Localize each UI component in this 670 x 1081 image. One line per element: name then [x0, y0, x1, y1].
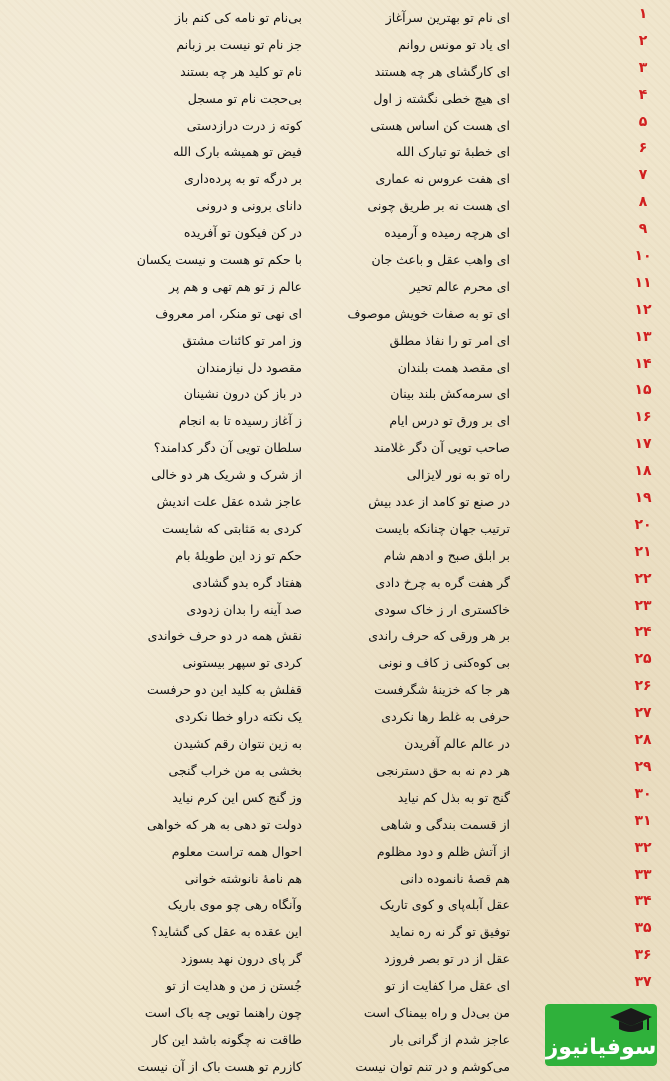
second-hemistich: وز امر تو کائنات مشتق	[182, 332, 302, 348]
verse-row	[0, 85, 670, 112]
verse-row	[0, 327, 670, 354]
verse-number: ۱	[638, 6, 648, 22]
verse-row	[0, 891, 670, 918]
graduation-cap-icon	[609, 1006, 653, 1036]
verse-row	[0, 918, 670, 945]
verse-number: ۳۵	[634, 920, 652, 937]
second-hemistich: بخشی به من خراب گنجی	[168, 762, 302, 778]
verse-number: ۲۸	[634, 732, 652, 749]
verse-row	[0, 542, 670, 569]
verse-number: ۲۶	[634, 678, 652, 695]
second-hemistich: کازرم تو هست باک از آن نیست	[137, 1058, 302, 1074]
second-hemistich: فیض تو همیشه بارک الله	[173, 144, 302, 160]
second-hemistich: وآنگاه رهی چو موی باریک	[167, 897, 302, 913]
second-hemistich: وز گنج کس این کرم نیاید	[172, 789, 302, 805]
verse-row	[0, 676, 670, 703]
first-hemistich: ای تو به صفات خویش موصوف	[347, 305, 510, 321]
first-hemistich: عاجز شدم از گرانی بار	[390, 1031, 510, 1047]
first-hemistich: ای امر تو را نفاذ مطلق	[389, 332, 510, 348]
first-hemistich: ای خطبهٔ تو تبارک الله	[396, 144, 510, 160]
verse-row	[0, 649, 670, 676]
first-hemistich: توفیق تو گر نه ره نماید	[389, 924, 510, 940]
first-hemistich: ای یاد تو مونس روانم	[398, 36, 510, 52]
verse-row	[0, 703, 670, 730]
first-hemistich: ای هست کن اساس هستی	[370, 117, 510, 133]
second-hemistich: بی‌حجت نام تو مسجل	[187, 90, 302, 106]
verse-number: ۲۰	[634, 516, 652, 533]
verse-number: ۲	[638, 32, 648, 49]
first-hemistich: بر هر ورقی که حرف راندی	[368, 628, 510, 644]
second-hemistich: صد آینه را بدان زدودی	[186, 601, 302, 617]
first-hemistich: هم قصهٔ نانموده دانی	[400, 870, 510, 886]
first-hemistich: ترتیب جهان چنانکه بایست	[375, 520, 510, 536]
second-hemistich: جُستن ز من و هدایت از تو	[165, 978, 302, 994]
verse-number: ۳۲	[634, 839, 652, 856]
first-hemistich: راه تو به نور لایزالی	[406, 467, 510, 483]
verse-row	[0, 488, 670, 515]
verse-row	[0, 972, 670, 999]
second-hemistich: ز آغاز رسیده تا به انجام	[178, 413, 302, 429]
logo-text: سوفیانیوز	[545, 1035, 657, 1060]
verse-row	[0, 300, 670, 327]
verse-row	[0, 838, 670, 865]
first-hemistich: خاکستری ار ز خاک سودی	[374, 601, 510, 617]
verse-row	[0, 730, 670, 757]
second-hemistich: این عقده به عقل کی گشاید؟	[151, 924, 302, 940]
first-hemistich: ای واهب عقل و باعث جان	[371, 252, 510, 268]
first-hemistich: در صنع تو کامد از عدد بیش	[368, 494, 510, 510]
verse-number: ۱۱	[634, 274, 652, 291]
first-hemistich: عقل آبله‌پای و کوی تاریک	[379, 897, 510, 913]
verse-row	[0, 757, 670, 784]
verse-number: ۲۲	[634, 570, 652, 587]
second-hemistich: عاجز شده عقل علت اندیش	[156, 494, 302, 510]
verse-number: ۲۴	[634, 624, 652, 641]
second-hemistich: نقش همه در دو حرف خواندی	[147, 628, 302, 644]
verse-row	[0, 380, 670, 407]
second-hemistich: دانای برونی و درونی	[196, 198, 302, 214]
verse-number: ۹	[638, 221, 648, 238]
verse-number: ۱۶	[634, 409, 652, 426]
verse-row	[0, 4, 670, 31]
second-hemistich: طاقت نه چگونه باشد این کار	[152, 1031, 302, 1047]
second-hemistich: در باز کن درون نشینان	[183, 386, 302, 402]
verse-number: ۸	[638, 194, 648, 211]
verse-number: ۲۱	[634, 543, 652, 560]
verse-row	[0, 407, 670, 434]
first-hemistich: در عالم عالم آفریدن	[404, 736, 510, 752]
verse-row	[0, 569, 670, 596]
second-hemistich: در کن فیکون تو آفریده	[183, 225, 302, 241]
verse-row	[0, 622, 670, 649]
second-hemistich: چون راهنما تویی چه باک است	[144, 1004, 302, 1020]
first-hemistich: ای هست نه بر طریق چونی	[367, 198, 510, 214]
first-hemistich: بی کوه‌کنی ز کاف و نونی	[378, 655, 510, 671]
verse-row	[0, 354, 670, 381]
second-hemistich: جز نام تو نیست بر زبانم	[176, 36, 302, 52]
second-hemistich: نام تو کلید هر چه بستند	[180, 63, 302, 79]
second-hemistich: کردی به مَثابتی که شایست	[161, 520, 302, 536]
verse-number: ۴	[638, 86, 648, 103]
verse-number: ۲۷	[634, 705, 652, 722]
second-hemistich: با حکم تو هست و نیست یکسان	[136, 252, 302, 268]
second-hemistich: دولت تو دهی به هر که خواهی	[146, 816, 302, 832]
verse-number: ۶	[638, 140, 648, 157]
verse-row	[0, 192, 670, 219]
verse-row	[0, 112, 670, 139]
verse-row	[0, 165, 670, 192]
verse-number: ۳۷	[634, 974, 652, 991]
first-hemistich: ای هفت عروس نه عماری	[375, 171, 510, 187]
verse-number: ۱۴	[634, 355, 652, 372]
second-hemistich: کردی تو سپهر بیستونی	[182, 655, 302, 671]
second-hemistich: هم نامهٔ نانوشته خوانی	[184, 870, 302, 886]
second-hemistich: از شرک و شریک هر دو خالی	[151, 467, 302, 483]
second-hemistich: هفتاد گره بدو گشادی	[192, 574, 302, 590]
first-hemistich: ای بر ورق تو درس ایام	[389, 413, 510, 429]
verse-row	[0, 784, 670, 811]
first-hemistich: هر جا که خزینهٔ شگرفست	[374, 682, 510, 698]
first-hemistich: ای محرم عالم تحیر	[409, 278, 510, 294]
second-hemistich: به زین نتوان رقم کشیدن	[173, 736, 302, 752]
second-hemistich: ای نهی تو منکر، امر معروف	[155, 305, 302, 321]
verse-row	[0, 138, 670, 165]
first-hemistich: هر دم نه به حق دسترنجی	[376, 762, 510, 778]
first-hemistich: ای هرچه رمیده و آرمیده	[384, 225, 510, 241]
verse-row	[0, 31, 670, 58]
verse-number: ۱۲	[634, 301, 652, 318]
second-hemistich: احوال همه تراست معلوم	[171, 843, 302, 859]
verse-number: ۵	[638, 113, 648, 130]
verse-number: ۱۵	[634, 382, 652, 399]
second-hemistich: بر درگه تو به پرده‌داری	[184, 171, 302, 187]
first-hemistich: از قسمت بندگی و شاهی	[380, 816, 510, 832]
first-hemistich: من بی‌دل و راه بیمناک است	[363, 1004, 510, 1020]
second-hemistich: کوته ز درت درازدستی	[186, 117, 302, 133]
verse-row	[0, 434, 670, 461]
verse-number: ۳	[638, 59, 648, 76]
verse-number: ۳۱	[634, 812, 652, 829]
verse-number: ۳۶	[634, 947, 652, 964]
first-hemistich: ای هیچ خطی نگشته ز اول	[373, 90, 510, 106]
verse-row	[0, 461, 670, 488]
first-hemistich: حرفی به غلط رها نکردی	[381, 709, 510, 725]
verse-row	[0, 246, 670, 273]
first-hemistich: ای مقصد همت بلندان	[397, 359, 510, 375]
first-hemistich: گنج تو به بذل کم نیاید	[397, 789, 510, 805]
verse-row	[0, 811, 670, 838]
verse-number: ۱۷	[634, 436, 652, 453]
verse-number: ۳۴	[634, 893, 652, 910]
verse-row	[0, 865, 670, 892]
verse-number: ۳۰	[634, 785, 652, 802]
first-hemistich: ای کارگشای هر چه هستند	[374, 63, 510, 79]
verse-row	[0, 219, 670, 246]
first-hemistich: گر هفت گره به چرخ دادی	[375, 574, 510, 590]
second-hemistich: حکم تو زد این طویلهٔ بام	[175, 547, 302, 563]
second-hemistich: گر پای درون نهد بسوزد	[180, 951, 302, 967]
verse-number: ۱۸	[634, 463, 652, 480]
verse-number: ۷	[638, 167, 648, 184]
verse-number: ۱۹	[634, 490, 652, 507]
first-hemistich: ای سرمه‌کش بلند بینان	[390, 386, 510, 402]
verse-number: ۲۹	[634, 758, 652, 775]
verse-number: ۱۳	[634, 328, 652, 345]
first-hemistich: از آتش ظلم و دود مظلوم	[376, 843, 510, 859]
poem-list	[0, 4, 670, 1080]
verse-row	[0, 273, 670, 300]
second-hemistich: مقصود دل نیازمندان	[196, 359, 302, 375]
verse-row	[0, 596, 670, 623]
verse-row	[0, 945, 670, 972]
first-hemistich: صاحب تویی آن دگر غلامند	[373, 440, 510, 456]
verse-number: ۳۳	[634, 866, 652, 883]
first-hemistich: ای عقل مرا کفایت از تو	[385, 978, 510, 994]
first-hemistich: می‌کوشم و در تنم توان نیست	[355, 1058, 510, 1074]
verse-number: ۱۰	[634, 248, 652, 265]
second-hemistich: قفلش به کلید این دو حرفست	[147, 682, 302, 698]
second-hemistich: عالم ز تو هم تهی و هم پر	[168, 278, 302, 294]
verse-row	[0, 58, 670, 85]
verse-number: ۲۵	[634, 651, 652, 668]
first-hemistich: ای نام تو بهترین سرآغاز	[385, 10, 510, 25]
second-hemistich: سلطان تویی آن دگر کدامند؟	[153, 440, 302, 456]
verse-number: ۲۳	[634, 597, 652, 614]
first-hemistich: عقل از در تو بصر فروزد	[384, 951, 510, 967]
second-hemistich: یک نکته دراو خطا نکردی	[175, 709, 302, 725]
verse-row	[0, 515, 670, 542]
second-hemistich: بی‌نام تو نامه کی کنم باز	[174, 10, 302, 25]
site-logo[interactable]	[545, 1004, 657, 1066]
first-hemistich: بر ابلق صبح و ادهم شام	[383, 547, 510, 563]
